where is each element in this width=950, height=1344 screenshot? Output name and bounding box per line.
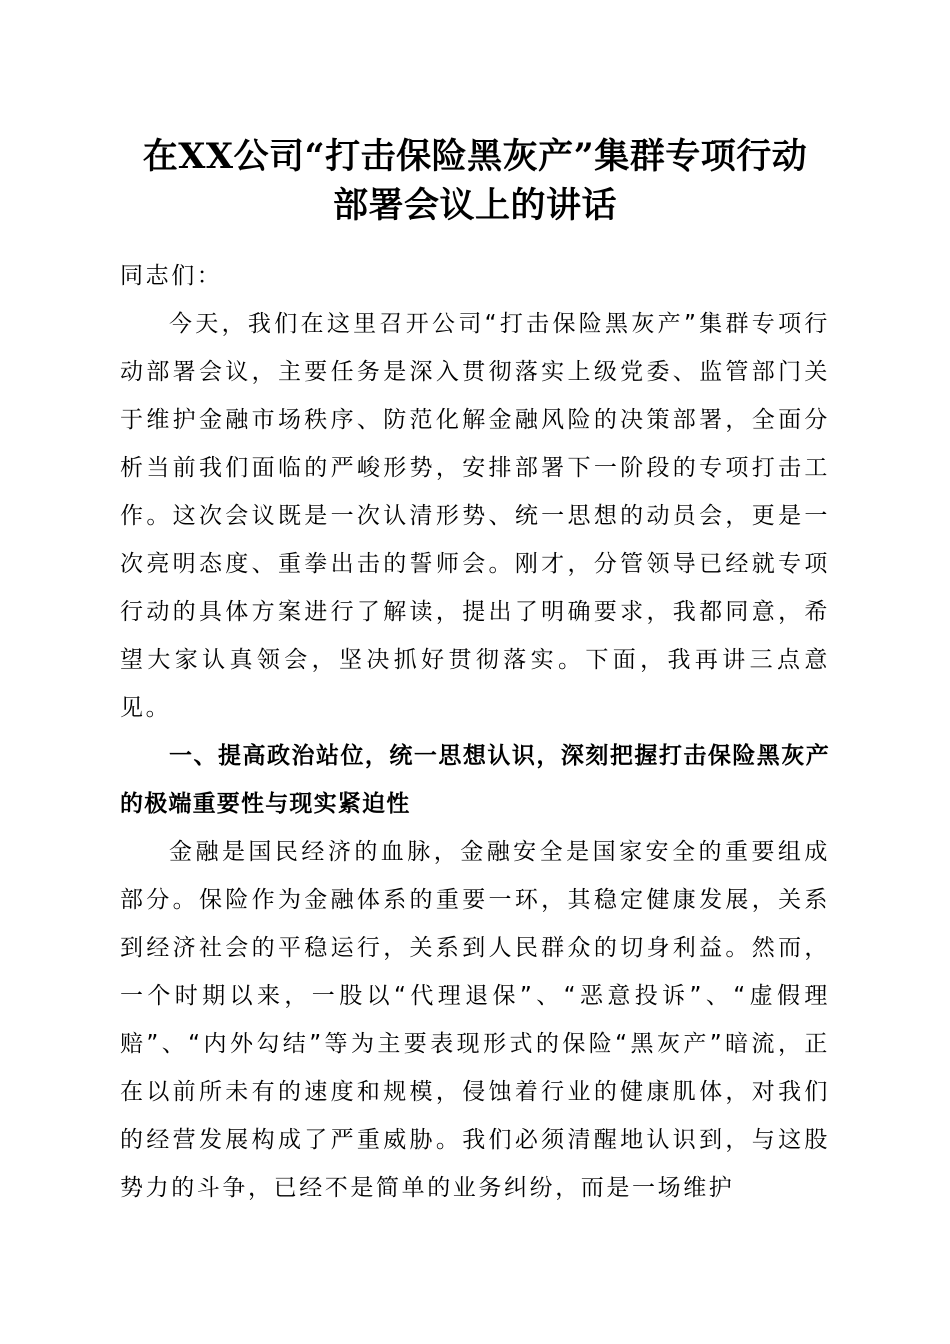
- section-1-paragraph: 金融是国民经济的血脉，金融安全是国家安全的重要组成部分。保险作为金融体系的重要一环，其稳定健康发展，关系到经济社会的平稳运行，关系到人民群众的切身利益。然而，一个时期以来，一股以“代理退保”、“恶意投诉”、“虚假理赔”、“内外勾结”等为主要表现形式的保险“黑灰产”暗流，正在以前所未有的速度和规模，侵蚀着行业的健康肌体，对我们的经营发展构成了严重威胁。我们必须清醒地认识到，与这股势力的斗争，已经不是简单的业务纠纷，而是一场维护: [120, 839, 830, 1201]
- intro-paragraph: 今天，我们在这里召开公司“打击保险黑灰产”集群专项行动部署会议，主要任务是深入贯彻落实上级党委、监管部门关于维护金融市场秩序、防范化解金融风险的决策部署，全面分析当前我们面临的严峻形势，安排部署下一阶段的专项打击工作。这次会议既是一次认清形势、统一思想的动员会，更是一次亮明态度、重拳出击的誓师会。刚才，分管领导已经就专项行动的具体方案进行了解读，提出了明确要求，我都同意，希望大家认真领会，坚决抓好贯彻落实。下面，我再讲三点意见。: [120, 311, 830, 721]
- title-line-2: 部署会议上的讲话: [332, 185, 617, 226]
- document-body: [120, 252, 830, 1212]
- section-1-heading: 一、提高政治站位，统一思想认识，深刻把握打击保险黑灰产的极端重要性与现实紧迫性: [120, 743, 830, 817]
- title-line-1: 在XX公司“打击保险黑灰产”集群专项行动: [142, 136, 808, 177]
- document-title: [100, 132, 850, 230]
- salutation: 同志们：: [120, 263, 223, 289]
